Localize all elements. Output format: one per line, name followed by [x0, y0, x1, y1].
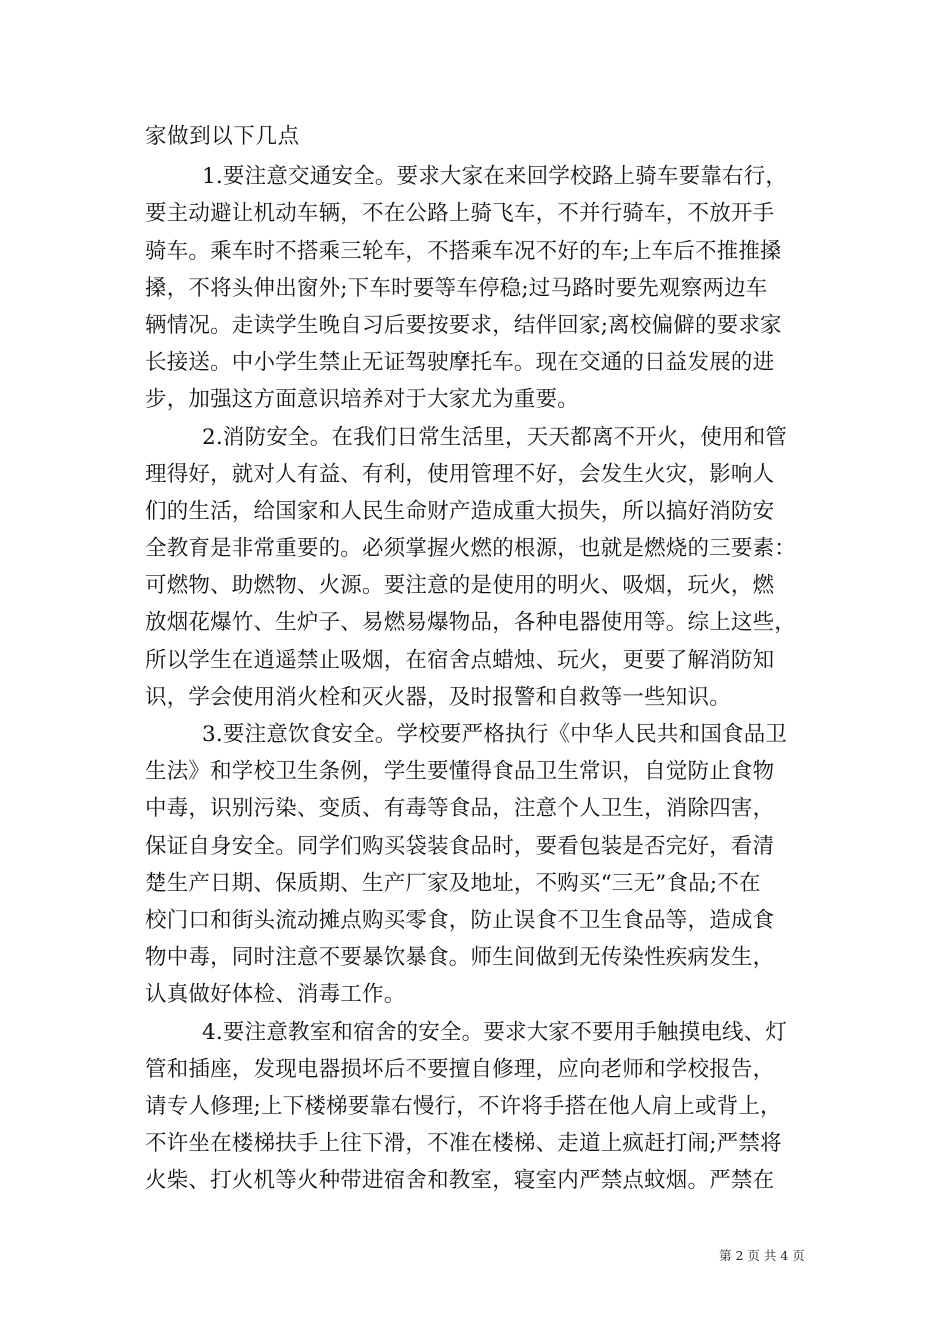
- text-line: 要主动避让机动车辆，不在公路上骑飞车，不并行骑车，不放开手: [145, 201, 775, 227]
- text-line: 可燃物、助燃物、火源。要注意的是使用的明火、吸烟，玩火，燃: [145, 573, 775, 599]
- text-line: 2.消防安全。在我们日常生活里，天天都离不开火，使用和管: [202, 424, 788, 450]
- text-line: 识，学会使用消火栓和灭火器，及时报警和自救等一些知识。: [145, 684, 731, 710]
- body-text: [145, 118, 817, 1199]
- text-line: 中毒，识别污染、变质、有毒等食品，注意个人卫生，消除四害，: [145, 796, 775, 822]
- text-line: 3.要注意饮食安全。学校要严格执行《中华人民共和国食品卫: [202, 722, 788, 747]
- text-line: 步，加强这方面意识培养对于大家尤为重要。: [145, 387, 580, 413]
- text-line: 4.要注意教室和宿舍的安全。要求大家不要用手触摸电线、灯: [202, 1019, 788, 1045]
- text-line: 家做到以下几点: [145, 124, 300, 149]
- text-line: 物中毒，同时注意不要暴饮暴食。师生间做到无传染性疾病发生，: [145, 945, 775, 971]
- text-line: 辆情况。走读学生晚自习后要按要求，结伴回家;离校偏僻的要求家: [145, 312, 782, 338]
- page-number-label: 第 2 页 共 4 页: [719, 1248, 805, 1263]
- text-line: 骑车。乘车时不搭乘三轮车，不搭乘车况不好的车;上车后不推推搡: [145, 238, 782, 264]
- text-line: 认真做好体检、消毒工作。: [145, 982, 406, 1008]
- text-line: 楚生产日期、保质期、生产厂家及地址，不购买“三无”食品;不在: [145, 870, 761, 896]
- text-line: 理得好，就对人有益、有利，使用管理不好，会发生火灾，影响人: [145, 461, 775, 487]
- text-line: 所以学生在逍遥禁止吸烟，在宿舍点蜡烛、玩火，更要了解消防知: [145, 647, 775, 673]
- text-line: 火柴、打火机等火种带进宿舍和教室，寝室内严禁点蚊烟。严禁在: [145, 1168, 775, 1194]
- text-line: 校门口和街头流动摊点购买零食，防止误食不卫生食品等，造成食: [145, 907, 775, 933]
- text-line: 搡，不将头伸出窗外;下车时要等车停稳;过马路时要先观察两边车: [145, 275, 768, 301]
- text-line: 请专人修理;上下楼梯要靠右慢行，不许将手搭在他人肩上或背上，: [145, 1093, 782, 1119]
- text-line: 1.要注意交通安全。要求大家在来回学校路上骑车要靠右行，: [202, 164, 788, 190]
- text-line: 们的生活，给国家和人民生命财产造成重大损失，所以搞好消防安: [145, 498, 775, 524]
- text-line: 生法》和学校卫生条例，学生要懂得食品卫生常识，自觉防止食物: [145, 759, 775, 785]
- text-line: 长接送。中小学生禁止无证驾驶摩托车。现在交通的日益发展的进: [145, 350, 775, 376]
- text-line: 管和插座，发现电器损坏后不要擅自修理，应向老师和学校报告，: [145, 1056, 775, 1082]
- text-line: 全教育是非常重要的。必须掌握火燃的根源，也就是燃烧的三要素：: [145, 536, 797, 562]
- text-line: 不许坐在楼梯扶手上往下滑，不准在楼梯、走道上疯赶打闹;严禁将: [145, 1131, 782, 1157]
- text-line: 保证自身安全。同学们购买袋装食品时，要看包装是否完好，看清: [145, 833, 775, 859]
- page-number-footer: [719, 1248, 805, 1264]
- text-line: 放烟花爆竹、生炉子、易燃易爆物品，各种电器使用等。综上这些，: [145, 610, 797, 636]
